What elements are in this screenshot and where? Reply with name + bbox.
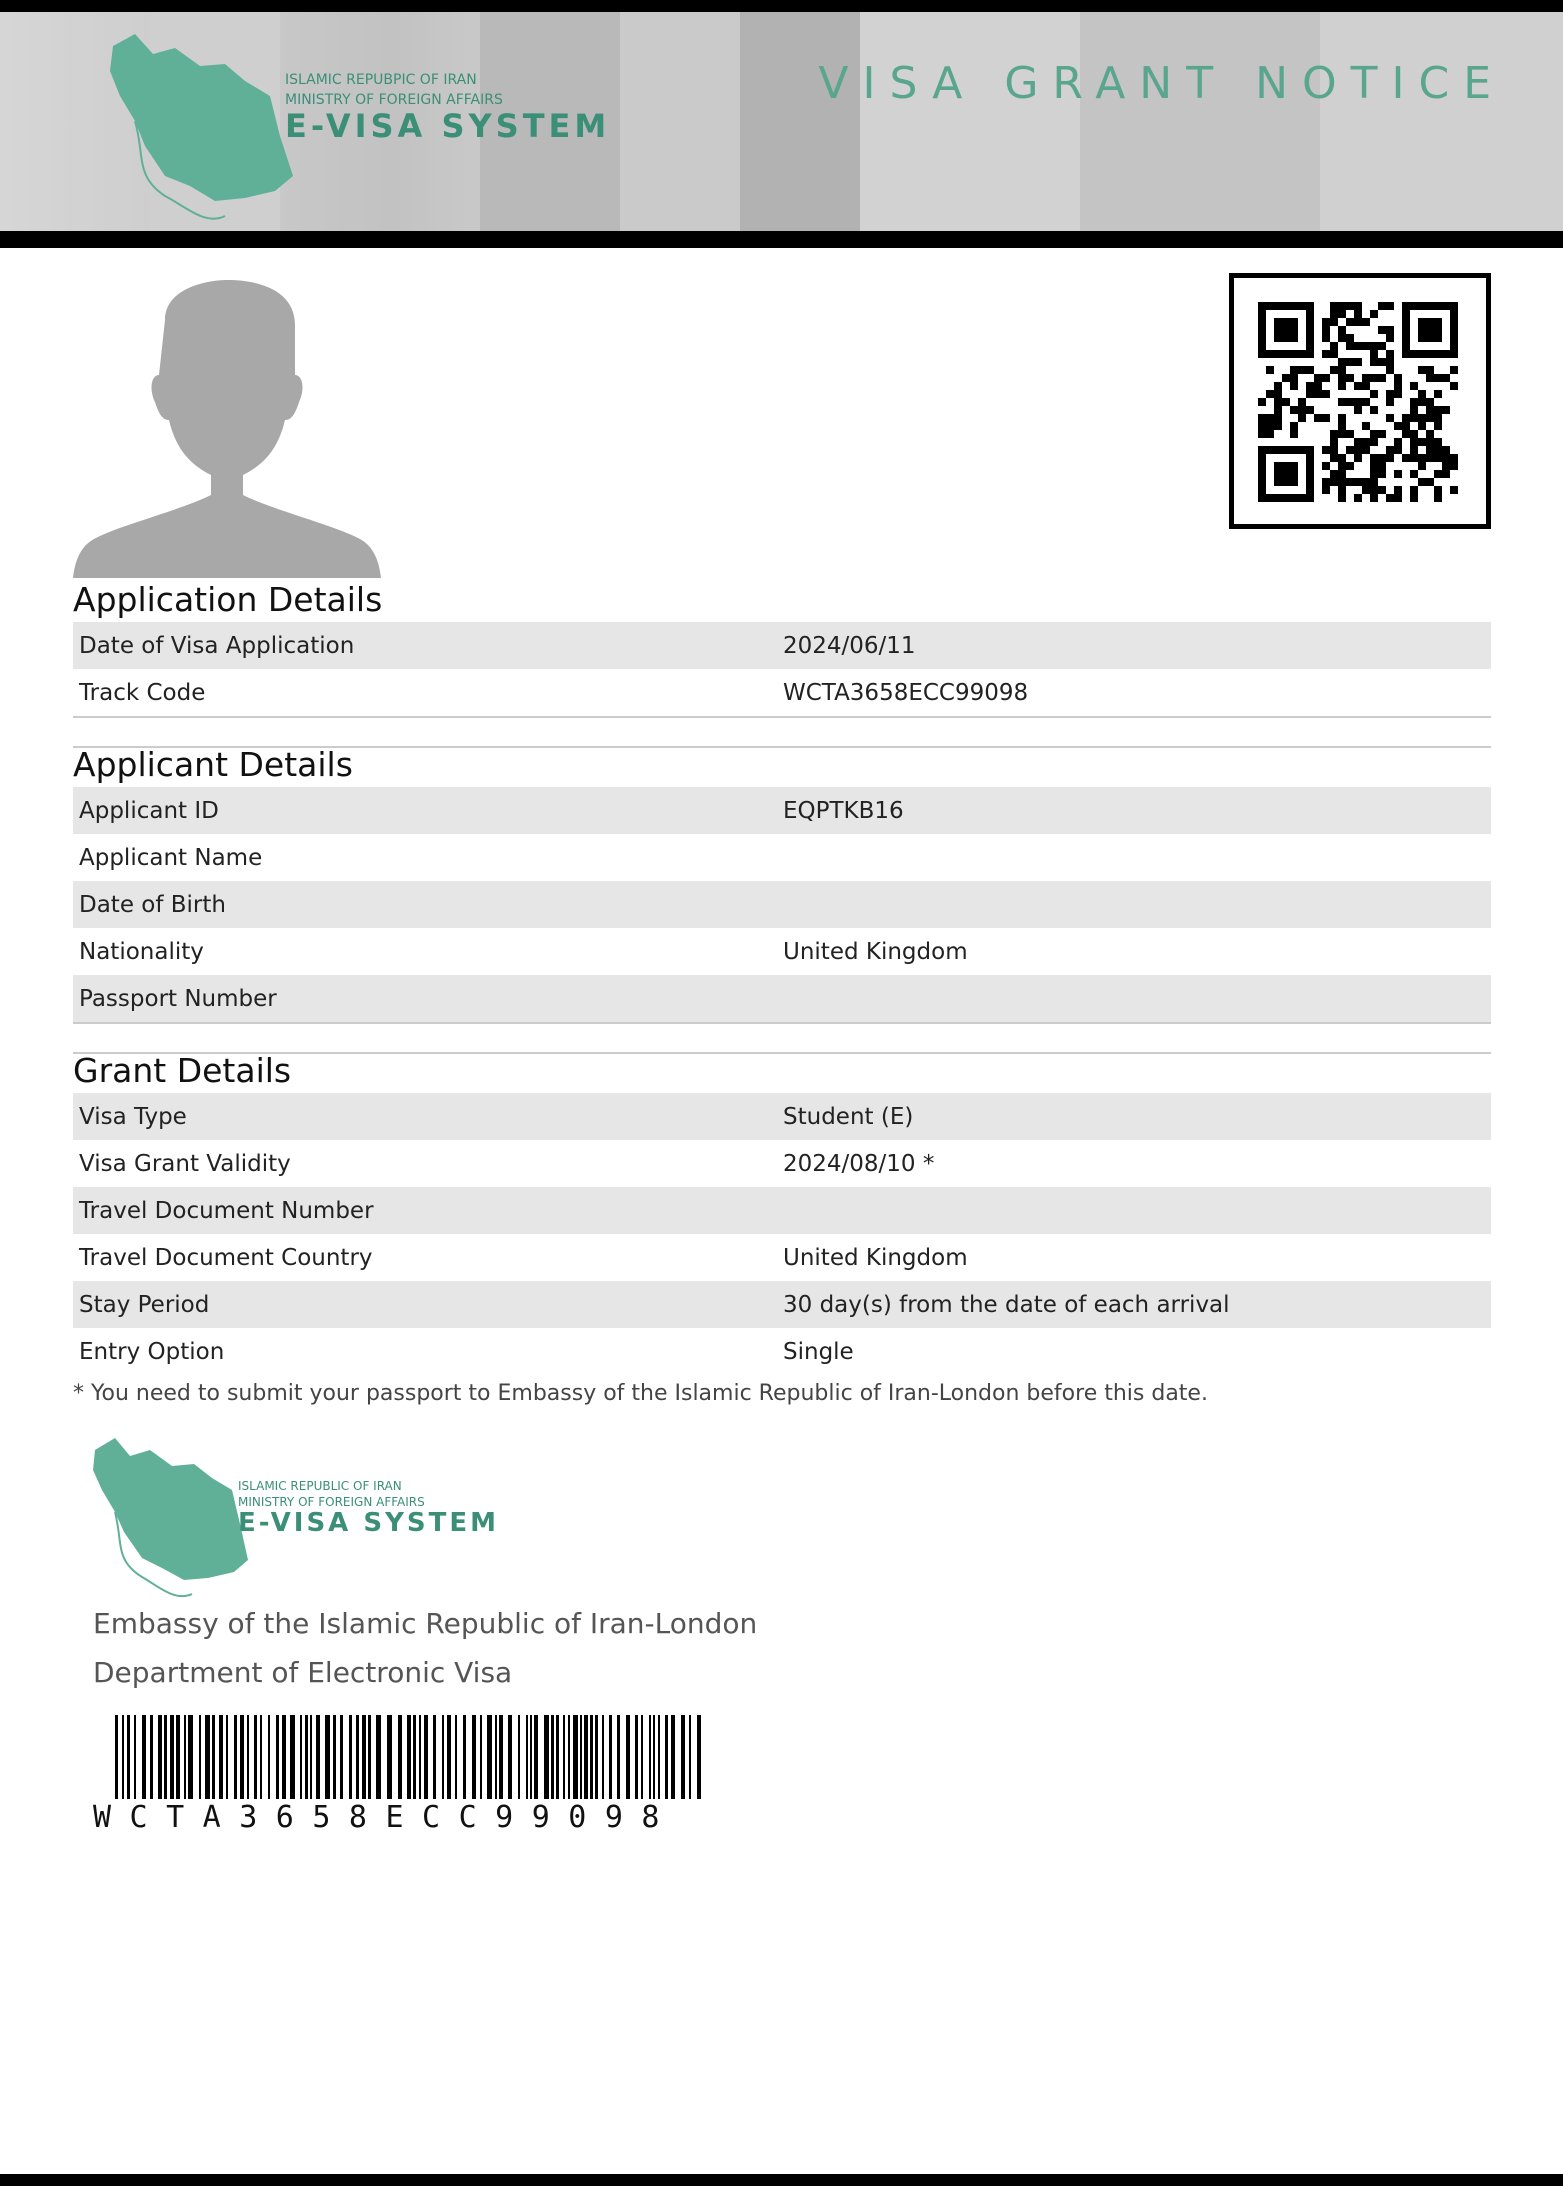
table-row [73, 1140, 1491, 1187]
row-label: Travel Document Country [79, 1244, 373, 1271]
logo-evisa-text: E-VISA SYSTEM [285, 107, 611, 145]
page-title: VISA GRANT NOTICE [818, 58, 1505, 109]
department-name: Department of Electronic Visa [93, 1656, 513, 1689]
row-value: United Kingdom [783, 1244, 968, 1271]
barcode [115, 1715, 705, 1799]
row-label: Date of Visa Application [79, 632, 355, 659]
grant-details-table [73, 1093, 1491, 1375]
table-row [73, 1328, 1491, 1375]
table-row [73, 787, 1491, 834]
iran-map-logo-icon [105, 26, 295, 226]
row-label: Travel Document Number [79, 1197, 374, 1224]
row-label: Date of Birth [79, 891, 226, 918]
barcode-text: WCTA3658ECC99098 [93, 1800, 678, 1835]
table-row [73, 928, 1491, 975]
row-label: Entry Option [79, 1338, 225, 1365]
table-row [73, 1187, 1491, 1234]
visa-grant-notice-page [0, 12, 1563, 2174]
embassy-name: Embassy of the Islamic Republic of Iran-London [93, 1607, 758, 1640]
qr-code [1229, 273, 1491, 529]
table-row [73, 881, 1491, 928]
row-label: Track Code [79, 679, 206, 706]
row-value: EQPTKB16 [783, 797, 904, 824]
application-details-title: Application Details [73, 580, 383, 619]
applicant-details-table [73, 787, 1491, 1022]
table-row [73, 669, 1491, 716]
row-value: 2024/08/10 * [783, 1150, 935, 1177]
table-row [73, 975, 1491, 1022]
row-value: 30 day(s) from the date of each arrival [783, 1291, 1230, 1318]
footer-iran-map-logo-icon [90, 1432, 250, 1607]
row-label: Visa Type [79, 1103, 187, 1130]
footer-logo-evisa-text: E-VISA SYSTEM [238, 1508, 500, 1538]
grant-details-title: Grant Details [73, 1051, 292, 1090]
logo-country-text: ISLAMIC REPUBPIC OF IRAN [285, 72, 477, 88]
application-details-table [73, 622, 1491, 716]
row-value: 2024/06/11 [783, 632, 916, 659]
row-label: Applicant ID [79, 797, 219, 824]
footer-logo-country-text: ISLAMIC REPUBLIC OF IRAN [238, 1479, 402, 1493]
row-value: Single [783, 1338, 854, 1365]
passport-submission-note: * You need to submit your passport to Embassy of the Islamic Republic of Iran-London before this date. [73, 1381, 1208, 1406]
header-divider [0, 231, 1563, 248]
table-row [73, 1281, 1491, 1328]
applicant-details-title: Applicant Details [73, 745, 353, 784]
row-label: Passport Number [79, 985, 277, 1012]
row-label: Applicant Name [79, 844, 263, 871]
row-label: Stay Period [79, 1291, 210, 1318]
table-row [73, 834, 1491, 881]
row-value: WCTA3658ECC99098 [783, 679, 1029, 706]
divider [73, 1022, 1491, 1024]
table-row [73, 1234, 1491, 1281]
row-label: Visa Grant Validity [79, 1150, 291, 1177]
row-value: United Kingdom [783, 938, 968, 965]
table-row [73, 1093, 1491, 1140]
header-banner [0, 12, 1563, 231]
row-value: Student (E) [783, 1103, 914, 1130]
logo-ministry-text: MINISTRY OF FOREIGN AFFAIRS [285, 92, 503, 108]
table-row [73, 622, 1491, 669]
row-label: Nationality [79, 938, 204, 965]
applicant-photo-placeholder-icon [73, 280, 381, 578]
footer-logo-ministry-text: MINISTRY OF FOREIGN AFFAIRS [238, 1495, 425, 1509]
divider [73, 716, 1491, 718]
